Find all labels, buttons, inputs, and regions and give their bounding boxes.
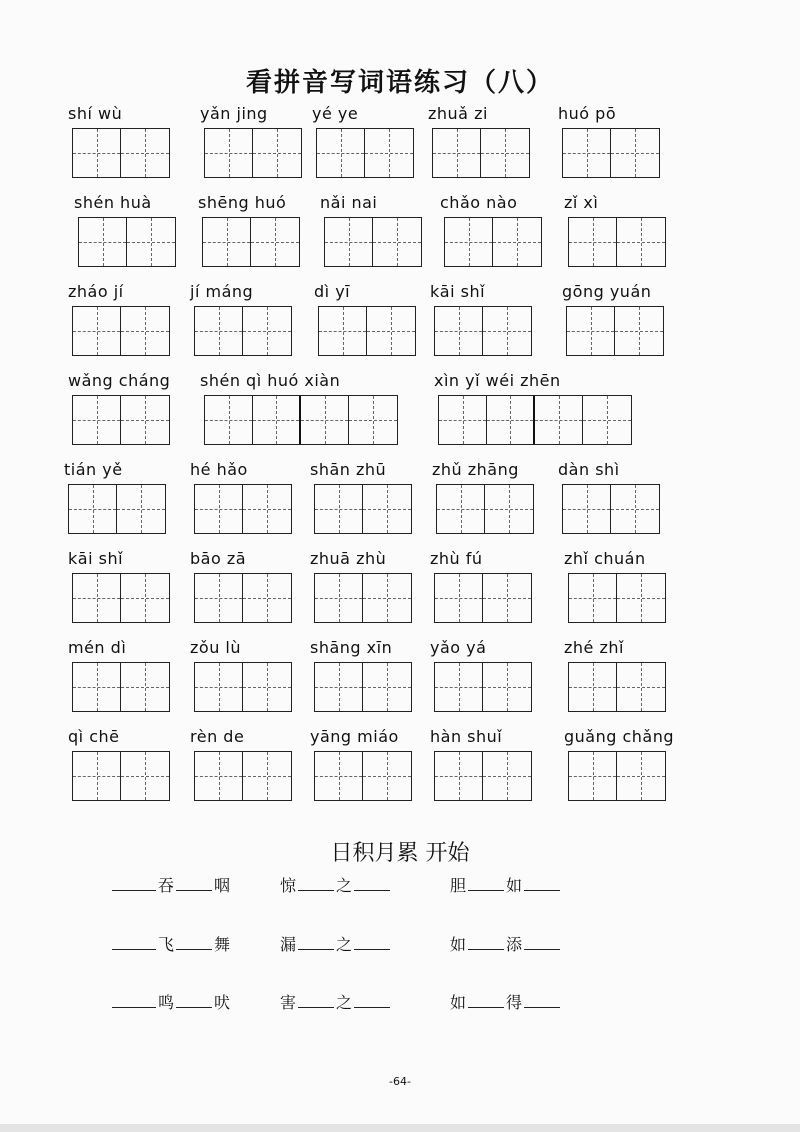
tianzige-cell[interactable] [617, 752, 665, 800]
idiom-item [110, 873, 230, 896]
writing-boxes[interactable] [194, 662, 292, 712]
fill-blank[interactable] [176, 933, 212, 950]
writing-boxes[interactable] [432, 128, 530, 178]
idiom-item [280, 932, 392, 955]
idiom-char: 吠 [214, 993, 231, 1012]
tianzige-cell[interactable] [365, 129, 413, 177]
writing-boxes[interactable] [72, 751, 170, 801]
grid-row [0, 371, 800, 451]
tianzige-cell[interactable] [251, 218, 299, 266]
tianzige-cell[interactable] [617, 218, 665, 266]
fill-blank[interactable] [176, 991, 212, 1008]
pinyin-label: shēng huó [198, 193, 287, 212]
writing-boxes[interactable] [72, 662, 170, 712]
grid-row [0, 104, 800, 184]
tianzige-cell[interactable] [483, 663, 531, 711]
grid-row [0, 193, 800, 273]
idiom-item [450, 932, 562, 955]
tianzige-cell[interactable] [243, 307, 291, 355]
tianzige-cell[interactable] [205, 129, 253, 177]
grid-row [0, 549, 800, 629]
pinyin-label: nǎi nai [320, 193, 378, 212]
writing-boxes[interactable] [568, 217, 666, 267]
pinyin-label: yǎo yá [430, 638, 487, 657]
tianzige-cell[interactable] [611, 129, 659, 177]
idiom-char: 舞 [214, 935, 231, 954]
tianzige-cell[interactable] [315, 574, 363, 622]
tianzige-cell[interactable] [435, 574, 483, 622]
idiom-item [450, 990, 562, 1013]
tianzige-cell[interactable] [317, 129, 365, 177]
pinyin-label: zhé zhǐ [564, 638, 624, 657]
fill-blank[interactable] [298, 933, 334, 950]
tianzige-cell[interactable] [615, 307, 663, 355]
writing-boxes[interactable] [434, 573, 532, 623]
tianzige-cell[interactable] [349, 396, 397, 444]
pinyin-label: hàn shuǐ [430, 727, 503, 746]
writing-boxes[interactable] [444, 217, 542, 267]
writing-boxes[interactable] [314, 751, 412, 801]
idiom-char: 吞 [158, 876, 175, 895]
idiom-char: 漏 [280, 935, 297, 954]
writing-boxes[interactable] [566, 306, 664, 356]
idiom-char: 咽 [214, 876, 231, 895]
section-title: 日积月累 开始 [330, 841, 470, 866]
pinyin-label: dì yī [314, 282, 351, 301]
idiom-row [0, 990, 800, 1020]
pinyin-label: chǎo nào [440, 193, 518, 212]
tianzige-cell[interactable] [121, 129, 169, 177]
pinyin-label: yǎn jing [200, 104, 268, 123]
fill-blank[interactable] [354, 933, 390, 950]
pinyin-label: zhǐ chuán [564, 549, 646, 568]
tianzige-cell[interactable] [569, 574, 617, 622]
tianzige-cell[interactable] [195, 663, 243, 711]
writing-boxes[interactable] [72, 306, 170, 356]
pinyin-label: wǎng cháng [68, 371, 171, 390]
tianzige-cell[interactable] [243, 574, 291, 622]
tianzige-cell[interactable] [363, 574, 411, 622]
fill-blank[interactable] [298, 874, 334, 891]
tianzige-cell[interactable] [435, 307, 483, 355]
writing-boxes[interactable] [204, 395, 398, 445]
writing-boxes[interactable] [194, 573, 292, 623]
writing-boxes[interactable] [434, 751, 532, 801]
tianzige-cell[interactable] [563, 485, 611, 533]
idiom-char: 胆 [450, 876, 467, 895]
tianzige-cell[interactable] [121, 307, 169, 355]
pinyin-label: qì chē [68, 727, 120, 746]
tianzige-cell[interactable] [611, 485, 659, 533]
tianzige-cell[interactable] [121, 663, 169, 711]
tianzige-cell[interactable] [73, 752, 121, 800]
tianzige-cell[interactable] [117, 485, 165, 533]
tianzige-cell[interactable] [121, 574, 169, 622]
tianzige-cell[interactable] [617, 574, 665, 622]
tianzige-cell[interactable] [195, 307, 243, 355]
pinyin-label: kāi shǐ [430, 282, 486, 301]
idiom-char: 之 [336, 993, 353, 1012]
pinyin-label: huó pō [558, 104, 617, 123]
idiom-row [0, 873, 800, 903]
pinyin-label: zhù fú [430, 549, 483, 568]
tianzige-cell[interactable] [433, 129, 481, 177]
idiom-char: 害 [280, 993, 297, 1012]
tianzige-cell[interactable] [435, 752, 483, 800]
tianzige-cell[interactable] [363, 485, 411, 533]
tianzige-cell[interactable] [363, 752, 411, 800]
writing-boxes[interactable] [316, 128, 414, 178]
tianzige-cell[interactable] [195, 574, 243, 622]
tianzige-cell[interactable] [487, 396, 535, 444]
idiom-char: 如 [450, 935, 467, 954]
idiom-char: 如 [450, 993, 467, 1012]
tianzige-cell[interactable] [563, 129, 611, 177]
writing-boxes[interactable] [78, 217, 176, 267]
fill-blank[interactable] [468, 933, 504, 950]
pinyin-label: yāng miáo [310, 727, 399, 746]
tianzige-cell[interactable] [195, 485, 243, 533]
writing-boxes[interactable] [194, 306, 292, 356]
tianzige-cell[interactable] [485, 485, 533, 533]
tianzige-cell[interactable] [437, 485, 485, 533]
writing-boxes[interactable] [434, 306, 532, 356]
idiom-char: 之 [336, 876, 353, 895]
writing-boxes[interactable] [72, 395, 170, 445]
tianzige-cell[interactable] [315, 485, 363, 533]
pinyin-label: bāo zā [190, 549, 247, 568]
fill-blank[interactable] [468, 991, 504, 1008]
writing-boxes[interactable] [314, 484, 412, 534]
idiom-char: 惊 [280, 876, 297, 895]
writing-boxes[interactable] [324, 217, 422, 267]
tianzige-cell[interactable] [373, 218, 421, 266]
tianzige-cell[interactable] [315, 752, 363, 800]
tianzige-cell[interactable] [435, 663, 483, 711]
writing-boxes[interactable] [436, 484, 534, 534]
tianzige-cell[interactable] [481, 129, 529, 177]
tianzige-cell[interactable] [121, 396, 169, 444]
fill-blank[interactable] [354, 874, 390, 891]
idiom-char: 之 [336, 935, 353, 954]
pinyin-label: zhuā zhù [310, 549, 387, 568]
pinyin-label: hé hǎo [190, 460, 248, 479]
idiom-item [280, 990, 392, 1013]
pinyin-label: zháo jí [68, 282, 124, 301]
pinyin-label: mén dì [68, 638, 127, 657]
writing-boxes[interactable] [438, 395, 632, 445]
pinyin-label: zǐ xì [564, 193, 599, 212]
fill-blank[interactable] [524, 991, 560, 1008]
tianzige-cell[interactable] [253, 129, 301, 177]
pinyin-label: shāng xīn [310, 638, 393, 657]
pinyin-label: jí máng [190, 282, 254, 301]
idiom-char: 添 [506, 935, 523, 954]
pinyin-label: shān zhū [310, 460, 387, 479]
idiom-char: 鸣 [158, 993, 175, 1012]
pinyin-label: dàn shì [558, 460, 620, 479]
tianzige-cell[interactable] [483, 574, 531, 622]
writing-boxes[interactable] [318, 306, 416, 356]
pinyin-label: shí wù [68, 104, 123, 123]
pinyin-label: zhuǎ zi [428, 104, 488, 123]
idiom-item [110, 932, 230, 955]
writing-boxes[interactable] [314, 573, 412, 623]
tianzige-cell[interactable] [569, 218, 617, 266]
fill-blank[interactable] [524, 874, 560, 891]
tianzige-cell[interactable] [69, 485, 117, 533]
tianzige-cell[interactable] [325, 218, 373, 266]
tianzige-cell[interactable] [243, 485, 291, 533]
grid-row [0, 460, 800, 540]
pinyin-label: rèn de [190, 727, 245, 746]
fill-blank[interactable] [524, 933, 560, 950]
idiom-char: 得 [506, 993, 523, 1012]
fill-blank[interactable] [112, 933, 156, 950]
tianzige-cell[interactable] [363, 663, 411, 711]
writing-boxes[interactable] [568, 573, 666, 623]
pinyin-label: xìn yǐ wéi zhēn [434, 371, 561, 390]
fill-blank[interactable] [468, 874, 504, 891]
pinyin-label: zhǔ zhāng [432, 460, 519, 479]
tianzige-cell[interactable] [73, 307, 121, 355]
tianzige-cell[interactable] [445, 218, 493, 266]
tianzige-cell[interactable] [567, 307, 615, 355]
pinyin-label: gōng yuán [562, 282, 652, 301]
grid-row [0, 638, 800, 718]
tianzige-cell[interactable] [439, 396, 487, 444]
tianzige-cell[interactable] [617, 663, 665, 711]
writing-boxes[interactable] [568, 662, 666, 712]
tianzige-cell[interactable] [493, 218, 541, 266]
tianzige-cell[interactable] [301, 396, 349, 444]
page-number: -64- [389, 1075, 411, 1088]
fill-blank[interactable] [112, 991, 156, 1008]
pinyin-label: guǎng chǎng [564, 727, 675, 746]
writing-boxes[interactable] [562, 128, 660, 178]
tianzige-cell[interactable] [121, 752, 169, 800]
grid-row [0, 727, 800, 807]
fill-blank[interactable] [176, 874, 212, 891]
writing-boxes[interactable] [204, 128, 302, 178]
tianzige-cell[interactable] [569, 663, 617, 711]
pinyin-label: shén huà [74, 193, 152, 212]
fill-blank[interactable] [298, 991, 334, 1008]
page-title: 看拼音写词语练习（八） [245, 68, 554, 98]
tianzige-cell[interactable] [483, 307, 531, 355]
pinyin-label: zǒu lù [190, 638, 241, 657]
writing-boxes[interactable] [562, 484, 660, 534]
tianzige-cell[interactable] [195, 752, 243, 800]
writing-boxes[interactable] [194, 484, 292, 534]
writing-boxes[interactable] [68, 484, 166, 534]
tianzige-cell[interactable] [367, 307, 415, 355]
idiom-item [280, 873, 392, 896]
writing-boxes[interactable] [72, 128, 170, 178]
writing-boxes[interactable] [194, 751, 292, 801]
tianzige-cell[interactable] [243, 663, 291, 711]
fill-blank[interactable] [112, 874, 156, 891]
writing-boxes[interactable] [314, 662, 412, 712]
idiom-row [0, 932, 800, 962]
tianzige-cell[interactable] [319, 307, 367, 355]
tianzige-cell[interactable] [127, 218, 175, 266]
idiom-char: 飞 [158, 935, 175, 954]
tianzige-cell[interactable] [73, 574, 121, 622]
pinyin-label: tián yě [64, 460, 123, 479]
tianzige-cell[interactable] [73, 663, 121, 711]
pinyin-label: yé ye [312, 104, 359, 123]
tianzige-cell[interactable] [315, 663, 363, 711]
writing-boxes[interactable] [434, 662, 532, 712]
tianzige-cell[interactable] [583, 396, 631, 444]
tianzige-cell[interactable] [535, 396, 583, 444]
tianzige-cell[interactable] [253, 396, 301, 444]
grid-row [0, 282, 800, 362]
tianzige-cell[interactable] [205, 396, 253, 444]
tianzige-cell[interactable] [73, 396, 121, 444]
tianzige-cell[interactable] [569, 752, 617, 800]
tianzige-cell[interactable] [483, 752, 531, 800]
tianzige-cell[interactable] [203, 218, 251, 266]
fill-blank[interactable] [354, 991, 390, 1008]
idiom-char: 如 [506, 876, 523, 895]
writing-boxes[interactable] [568, 751, 666, 801]
tianzige-cell[interactable] [243, 752, 291, 800]
writing-boxes[interactable] [202, 217, 300, 267]
writing-boxes[interactable] [72, 573, 170, 623]
pinyin-label: kāi shǐ [68, 549, 124, 568]
idiom-item [450, 873, 562, 896]
bottom-edge [0, 1124, 800, 1132]
pinyin-label: shén qì huó xiàn [200, 371, 341, 390]
idiom-item [110, 990, 230, 1013]
tianzige-cell[interactable] [73, 129, 121, 177]
tianzige-cell[interactable] [79, 218, 127, 266]
